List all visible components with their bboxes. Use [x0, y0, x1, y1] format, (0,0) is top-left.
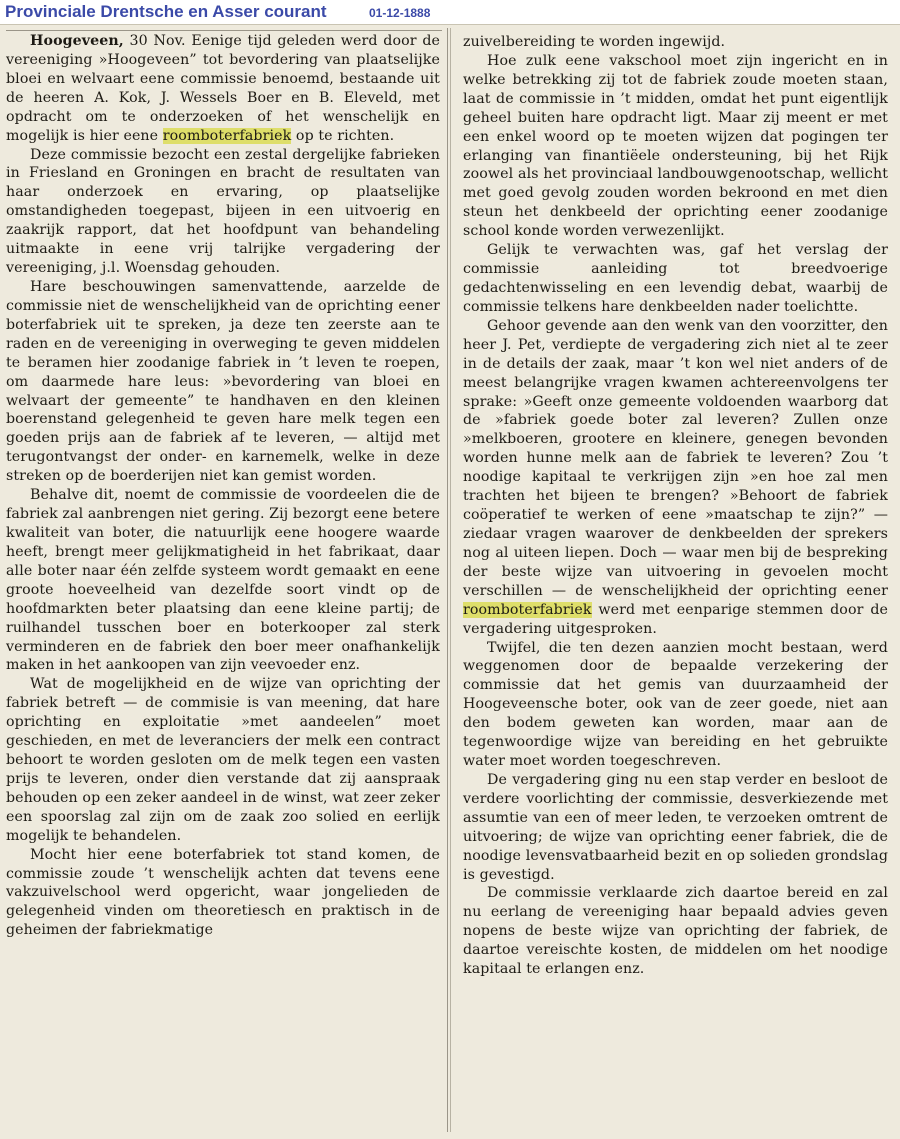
- article-paragraph: Gelijk te verwachten was, gaf het verslag der commissie aanleiding tot breedvoerige gedachtenwisseling en een levendig debat, waarbij de commissie telkens hare denkbeelden nader toelichtte.: [463, 242, 888, 315]
- article-paragraph: Deze commissie bezocht een zestal dergelijke fabrieken in Friesland en Groningen en bracht de resultaten van haar onderzoek en ervaring, op plaatselijke omstandigheden toegepast, bijeen in een uitvoerig en zaakrijk rapport, dat het hoofdpunt van behandeling uitmaakte in eene vrij talrijke vergadering der vereeniging, j.l. Woensdag gehouden.: [6, 146, 440, 277]
- column-divider-inner: [450, 28, 451, 1132]
- newspaper-title: Provinciale Drentsche en Asser courant: [5, 2, 327, 21]
- article-paragraph: Hoogeveen, 30 Nov. Eenige tijd geleden werd door de vereeniging »Hoogeveen” tot bevordering van plaatselijke bloei en welvaart eene commissie benoemd, bestaande uit de heeren A. Kok, J. Wessels Boer en B. Eleveld, met opdracht om te onderzoeken of het wenschelijk en mogelijk is hier eene roomboterfabriek op te richten.: [6, 33, 440, 144]
- article-paragraph: Hoe zulk eene vakschool moet zijn ingericht en in welke betrekking zij tot de fabriek zoude moeten staan, laat de commissie in ’t midden, omdat het punt eigentlijk geheel buiten hare opdracht ligt. Maar zij meent er met een enkel woord op te moeten wijzen dat pogingen ter erlanging van finantiëele ondersteuning, bij het Rijk zoowel als het provinciaal landbouwgenootschap, wellicht met goed gevolg zouden worden bekroond en met dien steun het denkbeeld der oprichting eener zoodanige school konde worden verwezenlijkt.: [463, 52, 888, 240]
- article-column-left: [6, 32, 440, 940]
- source-header: [0, 0, 900, 25]
- highlighted-term: roomboterfabriek: [162, 127, 292, 144]
- article-paragraph: zuivelbereiding te worden ingewijd.: [463, 34, 726, 50]
- article-paragraph: Gehoor gevende aan den wenk van den voorzitter, den heer J. Pet, verdiepte de vergadering zich niet al te zeer in de details der zaak, maar ’t kon wel niet anders of de meest belangrijke vragen kwamen achtereenvolgens ter sprake: »Geeft onze gemeente voldoenden waarborg dat de »fabriek goede boter zal leveren? Zullen onze »melkboeren, grootere en kleinere, genegen bevonden worden hunne melk aan de fabriek te leveren? Zou ’t noodige kapitaal te verkrijgen zijn »en hoe zal men trachten het bijeen te brengen? »Behoort de fabriek coöperatief te werken of eene »maatschap te zijn?” — ziedaar vragen waarover de denkbeelden der sprekers nog al uiteen liepen. Doch — waar men bij de bespreking der beste wijze van uitvoering in gevoelen mocht verschillen — de wenschelijkheid der oprichting eener roomboterfabriek werd met eenparige stemmen door de vergadering uitgesproken.: [463, 317, 888, 637]
- article-paragraph: De commissie verklaarde zich daartoe bereid en zal nu eerlang de vereeniging haar bepaald advies geven nopens de beste wijze van oprichting der fabriek, de daartoe vereischte kosten, de middelen om het noodige kapitaal te erlangen enz.: [463, 885, 888, 978]
- article-paragraph: Wat de mogelijkheid en de wijze van oprichting der fabriek betreft — de commisie is van meening, dat hare oprichting en exploitatie »met aandeelen” moet geschieden, en met de leveranciers der melk een contract behoort te worden gesloten om de melk tegen een vasten prijs te leveren, onder dien verstande dat zij aanspraak behouden op een zeker aandeel in de winst, wat zeer zeker een spoorslag zal zijn om de zaak zoo solied en eerlijk mogelijk te behandelen.: [6, 676, 440, 844]
- article-paragraph: Twijfel, die ten dezen aanzien mocht bestaan, werd weggenomen door de bepaalde verzekering der commissie dat het gemis van duurzaamheid der Hoogeveensche boter, ook van de zeer goede, niet aan den bodem geweten kan worden, maar aan de tegenwoordige wijze van bereiding en het gebruikte water moet worden toegeschreven.: [463, 639, 888, 770]
- dateline-place: Hoogeveen,: [30, 33, 124, 49]
- article-column-right: [463, 33, 888, 979]
- article-paragraph: Hare beschouwingen samenvattende, aarzelde de commissie niet de wenschelijkheid van de oprichting eener boterfabriek uit te spreken, ja deze ten zeerste aan te raden en de vereeniging in overweging te geven middelen te beramen hier zoodanige fabriek in ’t leven te roepen, om daarmede hare leus: »bevordering van bloei en welvaart der gemeente” te handhaven en den kleinen boerenstand gelegenheid te geven hare melk tegen een goeden prijs aan de fabriek af te leveren, — altijd met terugontvangst der onder- en karnemelk, welke in deze streken op de boerderijen niet kan gemist worden.: [6, 278, 440, 485]
- article-paragraph: Mocht hier eene boterfabriek tot stand komen, de commissie zoude ’t wenschelijk achten dat tevens eene vakzuivelschool werd opgericht, waar jongelieden de gelegenheid vinden om theoretiesch en praktisch in de geheimen der fabriekmatige: [6, 846, 440, 939]
- article-paragraph: Behalve dit, noemt de commissie de voordeelen die de fabriek zal aanbrengen niet gering. Zij bezorgt eene betere kwaliteit van boter, die natuurlijk eene hoogere waarde heeft, brengt meer gelijkmatigheid in het fabrikaat, daar alle boter naar één zelfde systeem wordt gemaakt en eene groote hoeveelheid van dezelfde soort vindt op de hoofdmarkten beter plaatsing dan eene kleine partij; de ruilhandel tusschen boer en boterkooper zal sterk verminderen en de fabriek den boer meer onafhankelijk maken in het aankoopen van zijn veevoeder enz.: [6, 487, 440, 674]
- publication-date: 01-12-1888: [369, 6, 431, 20]
- top-rule: [6, 30, 442, 31]
- highlighted-term: roomboterfabriek: [463, 601, 592, 618]
- article-paragraph: De vergadering ging nu een stap verder en besloot de verdere voorlichting der commissie, desverkiezende met assumtie van een of meer leden, te verzoeken omtrent de uitvoering; de wijze van oprichting eener fabriek, die de noodige levensvatbaarheid bezit en op solieden grondslag is gevestigd.: [463, 771, 888, 883]
- column-divider: [447, 28, 448, 1132]
